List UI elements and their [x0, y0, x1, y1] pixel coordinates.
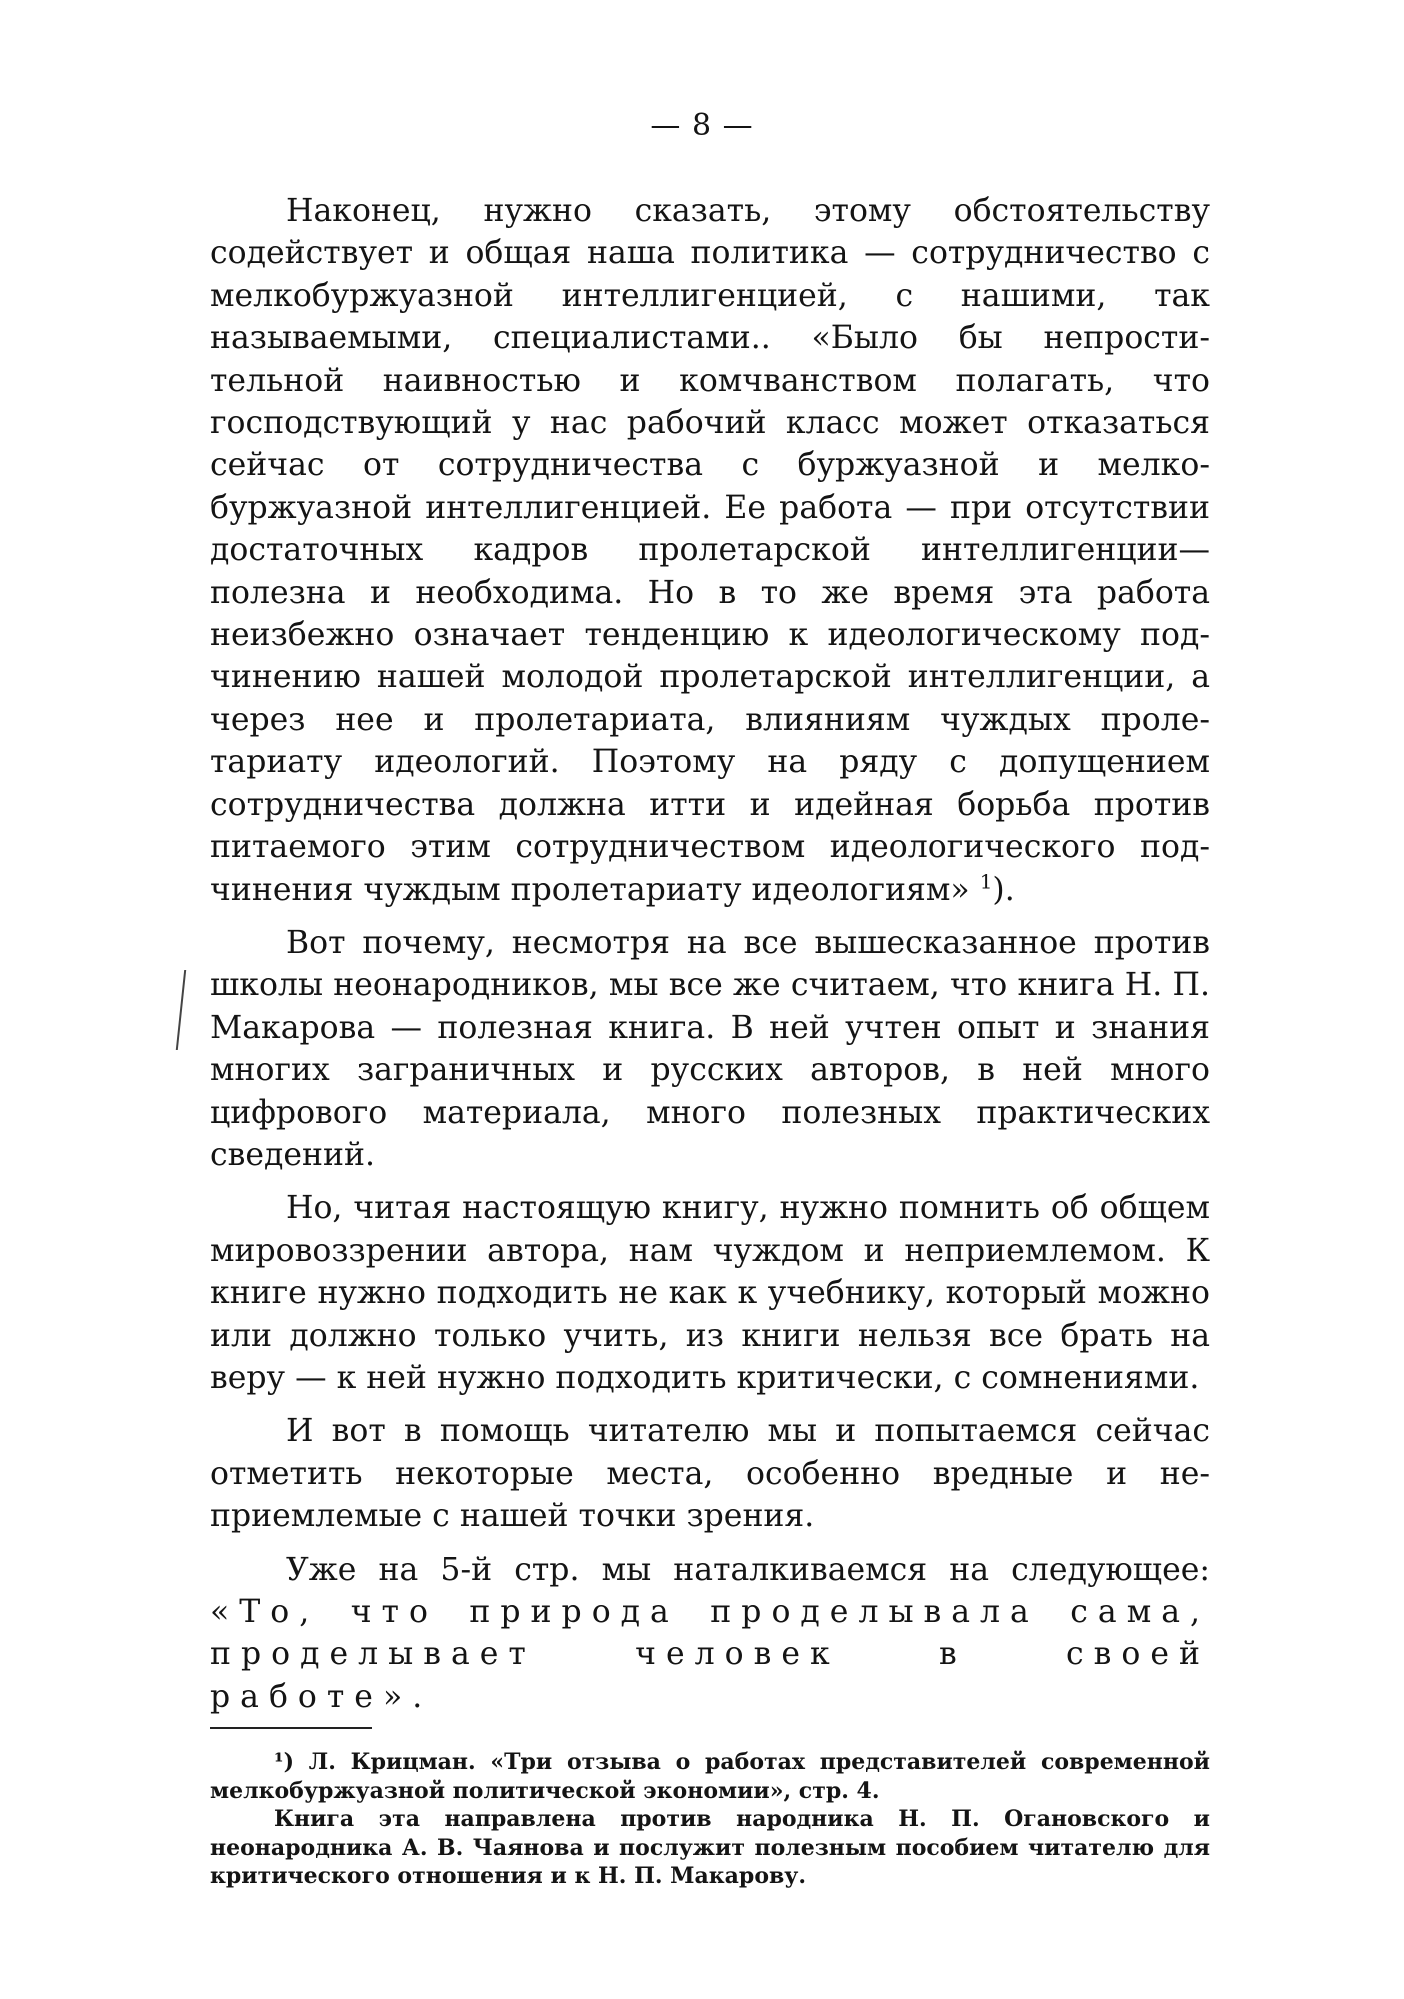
footnote-ref[interactable]: 1: [979, 869, 993, 893]
paragraph-2: Вот почему, несмотря на все вышесказанное против школы неонародников, мы все же считаем, что книга Н. П. Макарова — полезная книга. В ней учтен опыт и знания многих заграничных и русских авторов, в ней много цифрового материала, много полезных практических сведений.: [210, 924, 1210, 1173]
footnote-rule: [210, 1727, 372, 1729]
footnotes: [210, 1748, 1210, 1891]
body-text: [210, 190, 1210, 1729]
footnote-1: ¹) Л. Крицман. «Три отзыва о работах представителей современной мелкобуржуазной политической экономии», стр. 4.: [210, 1749, 1210, 1804]
paragraph-1-text: Наконец, нужно сказать, этому обстоятельству содействует и общая наша политика — сотрудничество с мелкобуржуазной интеллигенцией, с нашими, так называемыми, специалистами.. «Было бы непростительной наивностью и комчванством полагать, что господствующий у нас рабочий класс может отказаться сейчас от сотрудничества с буржуазной и мелкобуржуазной интеллигенцией. Ее работа — при отсутствии достаточных кадров пролетарской интеллигенции— полезна и необходима. Но в то же время эта работа неизбежно означает тенденцию к идеологическому подчинению нашей молодой пролетарской интеллигенции, а через нее и пролетариата, влияниям чуждых пролетариату идеологий. Поэтому на ряду с допущением сотрудничества должна итти и идейная борьба против питаемого этим сотрудничеством идеологического подчинения чуждым пролетариату идеологиям»: [210, 193, 1210, 908]
paragraph-5: [210, 1549, 1210, 1719]
paragraph-5-intro: Уже на 5-й стр. мы наталкиваемся на следующее:: [286, 1551, 1210, 1588]
footnote-2: Книга эта направлена против народника Н. П. Огановского и неонародника А. В. Чаянова и послужит полезным пособием читателю для критического отношения и к Н. П. Макарову.: [210, 1806, 1210, 1889]
margin-mark: [176, 970, 198, 1050]
page-number: — 8 —: [650, 108, 754, 143]
paragraph-4: И вот в помощь читателю мы и попытаемся сейчас отметить некоторые места, особенно вредные и неприемлемые с нашей точки зрения.: [210, 1413, 1210, 1535]
paragraph-1: [210, 190, 1210, 911]
paragraph-3: Но, читая настоящую книгу, нужно помнить об общем мировоззрении автора, нам чуждом и неприемлемом. К книге нужно подходить не как к учебнику, который можно или должно только учить, из книги нельзя все брать на веру — к ней нужно подходить критически, с сомнениями.: [210, 1190, 1210, 1396]
spaced-quote: «То, что природа проделывала сама, проделывает человек в своей работе».: [210, 1594, 1210, 1715]
paragraph-1-end: ).: [992, 871, 1015, 908]
